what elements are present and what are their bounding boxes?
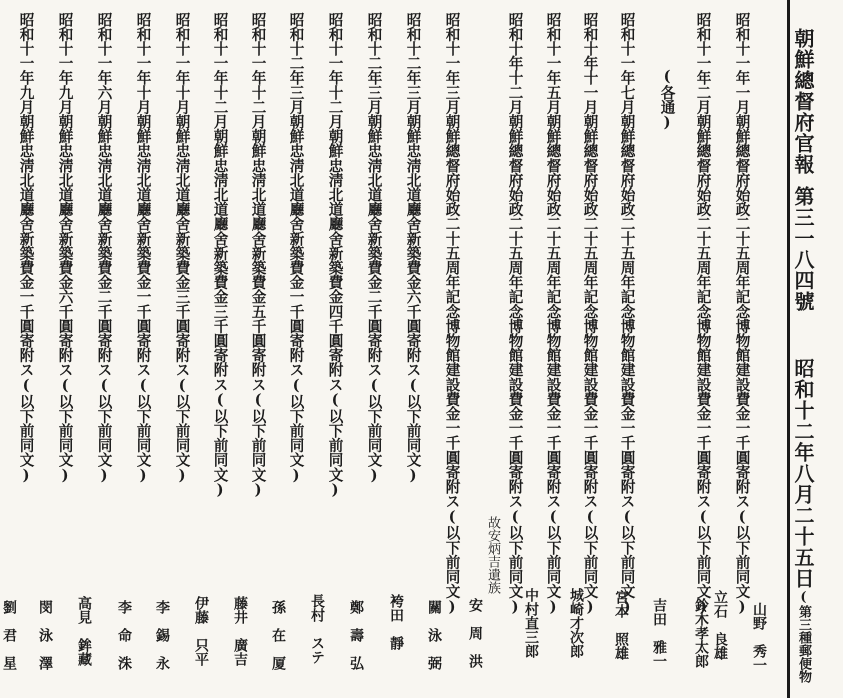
donor-name: 孫 在 厦 — [270, 600, 286, 670]
section-label: (各通) — [658, 68, 676, 132]
entry-row: 昭和十一年一月朝鮮總督府始政二十五周年記念博物館建設費金一千圓寄附ス(以下前同文) — [733, 12, 751, 616]
donor-name: 關 泳 弼 — [426, 600, 442, 670]
entry-row: 昭和十一年十二月朝鮮忠淸北道廳舍新築費金五千圓寄附ス(以下前同文) — [249, 12, 267, 499]
entry-row: 昭和十一年十二月朝鮮忠淸北道廳舍新築費金四千圓寄附ス(以下前同文) — [326, 12, 344, 499]
donor-name: 鈴木孝太郎 — [693, 598, 709, 668]
bereaved-family-note: 故安炳吉遺族 — [485, 516, 500, 594]
entry-row: 昭和十一年十月朝鮮忠淸北道廳舍新築費金三千圓寄附ス(以下前同文) — [173, 12, 191, 484]
mail-class: (第三種郵便物 — [796, 590, 811, 683]
gazette-title: 朝鮮總督府官報 — [791, 28, 815, 175]
entry-row: 昭和十一年十月朝鮮忠淸北道廳舍新築費金一千圓寄附ス(以下前同文) — [134, 12, 152, 484]
donor-name: 伊藤 只平 — [193, 596, 209, 666]
donor-name: 李 命 洙 — [116, 600, 132, 670]
entry-row: 昭和十二年三月朝鮮忠淸北道廳舍新築費金一千圓寄附ス(以下前同文) — [287, 12, 305, 484]
entry-row: 昭和十一年二月朝鮮總督府始政二十五周年記念博物館建設費金一千圓寄附ス(以下前同文) — [694, 12, 712, 616]
entry-row: 昭和十一年三月朝鮮總督府始政二十五周年記念博物館建設費金一千圓寄附ス(以下前同文) — [443, 12, 461, 616]
entry-row: 昭和十一年六月朝鮮忠淸北道廳舍新築費金二千圓寄附ス(以下前同文) — [95, 12, 113, 484]
donor-name: 吉田 雅一 — [651, 598, 667, 668]
donor-name: 藤井 廣吉 — [232, 596, 248, 666]
header-divider-rule — [787, 0, 790, 698]
donor-name: 中村直三郎 — [523, 588, 539, 658]
donor-name: 宮本 照雄 — [613, 590, 629, 660]
donor-name: 立石 良雄 — [712, 590, 728, 660]
donor-name: 安 周 洪 — [467, 598, 483, 668]
entry-row: 昭和十年十二月朝鮮總督府始政二十五周年記念博物館建設費金一千圓寄附ス(以下前同文) — [506, 12, 524, 616]
entry-row: 昭和十一年七月朝鮮總督府始政二十五周年記念博物館建設費金一千圓寄附ス(以下前同文) — [618, 12, 636, 616]
donor-name: 劉 君 星 — [1, 600, 17, 670]
entry-row: 昭和十二年三月朝鮮忠淸北道廳舍新築費金六千圓寄附ス(以下前同文) — [404, 12, 422, 484]
donor-name: 鄭 壽 弘 — [348, 600, 364, 670]
entry-row: 昭和十一年十二月朝鮮忠淸北道廳舍新築費金三千圓寄附ス(以下前同文) — [211, 12, 229, 499]
entry-row: 昭和十一年九月朝鮮忠淸北道廳舍新築費金一千圓寄附ス(以下前同文) — [17, 12, 35, 484]
issue-date: 昭和十二年八月二十五日 — [791, 358, 815, 589]
entry-row: 昭和十一年九月朝鮮忠淸北道廳舍新築費金六千圓寄附ス(以下前同文) — [56, 12, 74, 484]
donor-name: 李 錫 永 — [154, 600, 170, 670]
issue-number: 第三一八四號 — [791, 186, 815, 312]
donor-name: 長村 ステ — [309, 594, 325, 664]
entry-row: 昭和十一年五月朝鮮總督府始政二十五周年記念博物館建設費金一千圓寄附ス(以下前同文) — [544, 12, 562, 616]
entry-row: 昭和十年十一月朝鮮總督府始政二十五周年記念博物館建設費金一千圓寄附ス(以下前同文) — [581, 12, 599, 616]
donor-name: 山野 秀一 — [751, 602, 767, 672]
donor-name: 高見 鉾藏 — [76, 596, 92, 666]
donor-name: 城崎才次郎 — [568, 588, 584, 658]
donor-name: 閔 泳 澤 — [37, 600, 53, 670]
donor-name: 袴田 靜 — [388, 594, 404, 650]
entry-row: 昭和十二年三月朝鮮忠淸北道廳舍新築費金二千圓寄附ス(以下前同文) — [365, 12, 383, 484]
